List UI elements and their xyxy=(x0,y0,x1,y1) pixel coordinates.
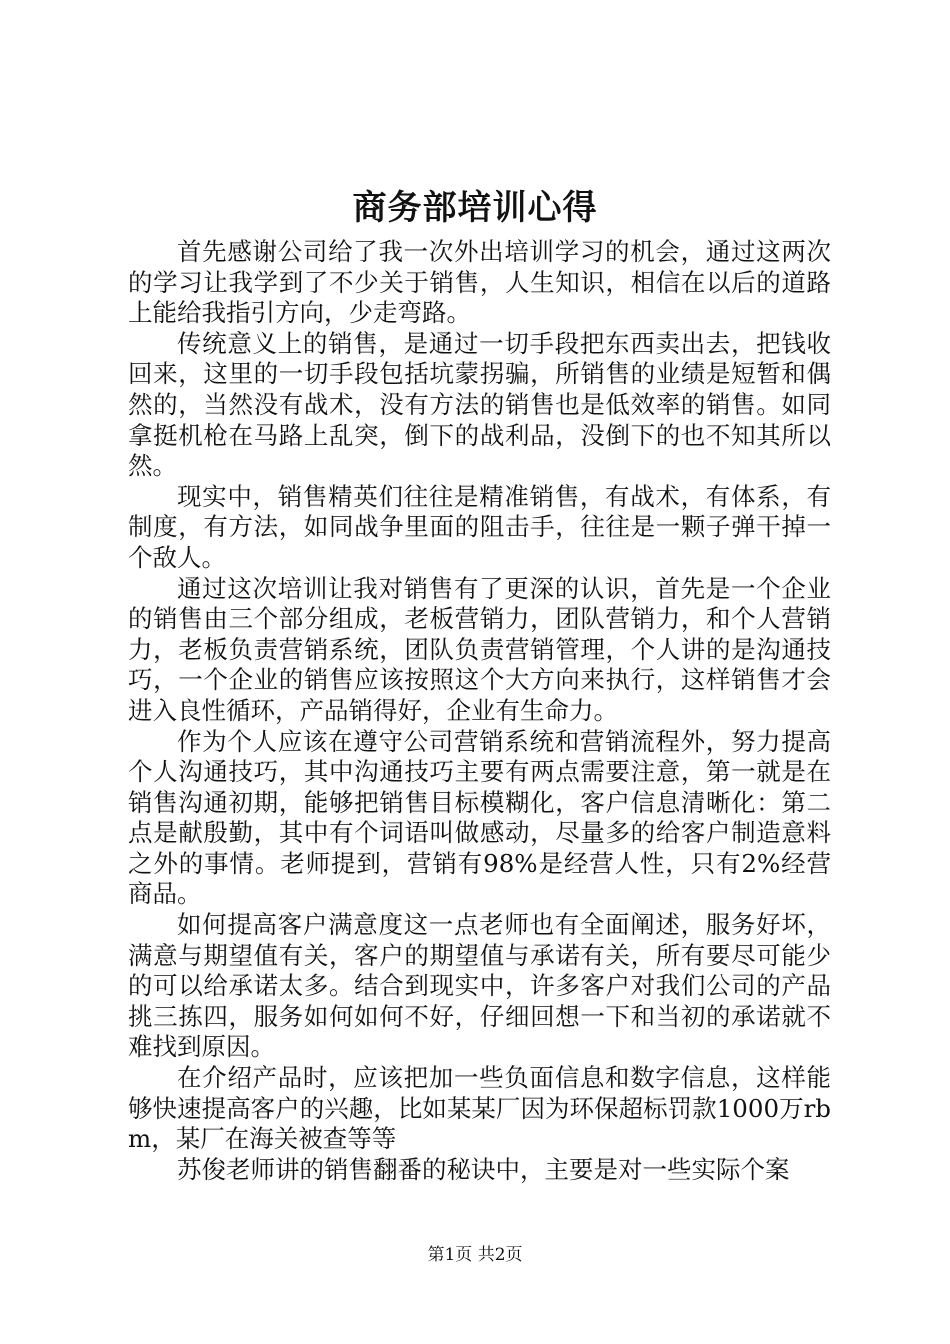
page-number-indicator: 第1页 共2页 xyxy=(427,1245,523,1265)
page-footer xyxy=(0,1243,950,1267)
paragraph-6: 如何提高客户满意度这一点老师也有全面阐述，服务好坏，满意与期望值有关，客户的期望值与承诺有关，所有要尽可能少的可以给承诺太多。结合到现实中，许多客户对我们公司的产品挑三拣四，服务如何如何不好，仔细回想一下和当初的承诺就不难找到原因。 xyxy=(128,910,831,1062)
paragraph-7: 在介绍产品时，应该把加一些负面信息和数字信息，这样能够快速提高客户的兴趣，比如某某厂因为环保超标罚款1000万rbm，某厂在海关被查等等 xyxy=(128,1063,831,1154)
paragraph-5: 作为个人应该在遵守公司营销系统和营销流程外，努力提高个人沟通技巧，其中沟通技巧主要有两点需要注意，第一就是在销售沟通初期，能够把销售目标模糊化，客户信息清晰化：第二点是献殷勤，其中有个词语叫做感动，尽量多的给客户制造意料之外的事情。老师提到，营销有98%是经营人性，只有2%经营商品。 xyxy=(128,726,831,909)
paragraph-2: 传统意义上的销售，是通过一切手段把东西卖出去，把钱收回来，这里的一切手段包括坑蒙拐骗，所销售的业绩是短暂和偶然的，当然没有战术，没有方法的销售也是低效率的销售。如同拿挺机枪在马路上乱突，倒下的战利品，没倒下的也不知其所以然。 xyxy=(128,328,831,481)
document-title: 商务部培训心得 xyxy=(352,188,598,228)
paragraph-8: 苏俊老师讲的销售翻番的秘诀中，主要是对一些实际个案 xyxy=(177,1154,790,1184)
paragraph-4: 通过这次培训让我对销售有了更深的认识，首先是一个企业的销售由三个部分组成，老板营销力，团队营销力，和个人营销力，老板负责营销系统，团队负责营销管理，个人讲的是沟通技巧，一个企业的销售应该按照这个大方向来执行，这样销售才会进入良性循环，产品销得好，企业有生命力。 xyxy=(128,573,831,725)
paragraph-1: 首先感谢公司给了我一次外出培训学习的机会，通过这两次的学习让我学到了不少关于销售，人生知识，相信在以后的道路上能给我指引方向，少走弯路。 xyxy=(128,237,831,328)
document-body xyxy=(128,237,831,1185)
paragraph-3: 现实中，销售精英们往往是精准销售，有战术，有体系，有制度，有方法，如同战争里面的阻击手，往往是一颗子弹干掉一个敌人。 xyxy=(128,481,831,572)
